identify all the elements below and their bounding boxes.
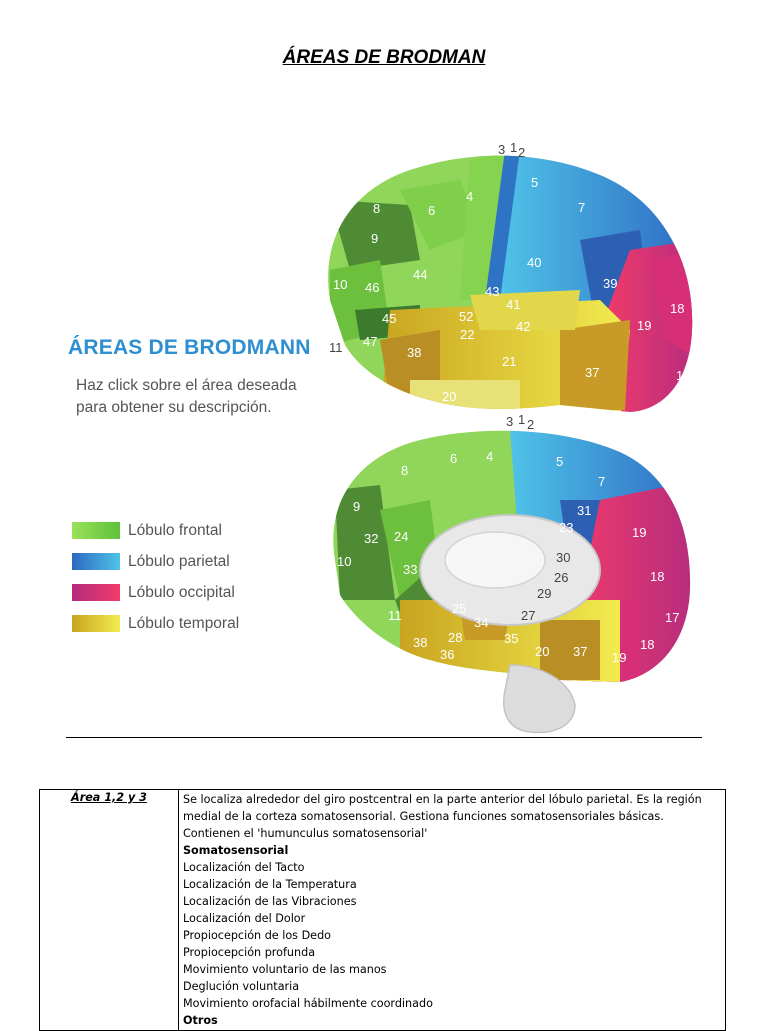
legend-swatch (72, 553, 120, 570)
lat-label-11: 11 (329, 340, 343, 355)
lat-label-39: 39 (603, 276, 618, 291)
description-line: Deglución voluntaria (183, 980, 300, 993)
med-label-20: 20 (535, 644, 550, 659)
lat-label-17: 17 (676, 368, 691, 383)
lat-label-45: 45 (382, 311, 397, 326)
med-label-19b: 19 (612, 650, 627, 665)
legend-item-temporal (72, 608, 239, 639)
legend-swatch (72, 584, 120, 601)
med-label-8: 8 (401, 463, 409, 478)
med-label-35: 35 (504, 631, 519, 646)
med-label-27: 27 (521, 608, 536, 623)
area-description-table (39, 789, 726, 1031)
lat-label-37: 37 (585, 365, 600, 380)
med-label-6: 6 (450, 451, 458, 466)
lat-label-42: 42 (516, 319, 531, 334)
med-label-19: 19 (632, 525, 647, 540)
lat-label-44: 44 (413, 267, 428, 282)
lat-label-46: 46 (365, 280, 380, 295)
description-line: Localización de las Vibraciones (183, 895, 357, 908)
description-line: Propiocepción profunda (183, 946, 316, 959)
med-label-10: 10 (337, 554, 352, 569)
med-label-33: 33 (403, 562, 418, 577)
lat-label-5: 5 (531, 175, 539, 190)
description-line: Movimiento orofacial hábilmente coordinado (183, 997, 433, 1010)
description-line: Se localiza alrededor del giro postcentral en la parte anterior del lóbulo parietal. Es la región (183, 793, 702, 806)
legend-label: Lóbulo frontal (128, 521, 222, 539)
med-label-18b: 18 (640, 637, 655, 652)
lat-label-9: 9 (371, 231, 379, 246)
lat-label-38: 38 (407, 345, 422, 360)
med-label-18: 18 (650, 569, 665, 584)
legend-label: Lóbulo parietal (128, 552, 230, 570)
lobe-legend (72, 515, 239, 639)
med-label-30: 30 (556, 550, 571, 565)
lat-label-40: 40 (527, 255, 542, 270)
lat-label-47: 47 (363, 334, 378, 349)
description-line: Movimiento voluntario de las manos (183, 963, 387, 976)
lat-label-21: 21 (502, 354, 517, 369)
med-label-23: 23 (559, 520, 574, 535)
med-label-24: 24 (394, 529, 409, 544)
page-title: ÁREAS DE BRODMAN (282, 47, 486, 68)
area-description-cell (179, 790, 726, 1031)
legend-label: Lóbulo occipital (128, 583, 235, 601)
lat-label-41: 41 (506, 297, 521, 312)
med-label-4: 4 (486, 449, 494, 464)
med-label-38: 38 (413, 635, 428, 650)
lat-label-18: 18 (670, 301, 685, 316)
med-label-37: 37 (573, 644, 588, 659)
description-line: Localización del Dolor (183, 912, 306, 925)
lat-label-6: 6 (428, 203, 436, 218)
description-line: medial de la corteza somatosensorial. Gestiona funciones somatosensoriales básicas. (183, 810, 664, 823)
description-line: Localización de la Temperatura (183, 878, 357, 891)
table-row (40, 790, 726, 1031)
area-name-cell: Área 1,2 y 3 (40, 790, 179, 1031)
med-label-1: 1 (518, 412, 526, 427)
med-label-9: 9 (353, 499, 361, 514)
legend-swatch (72, 522, 120, 539)
lat-label-8: 8 (373, 201, 381, 216)
lat-label-1: 1 (510, 140, 518, 155)
med-label-29: 29 (537, 586, 552, 601)
med-label-5: 5 (556, 454, 564, 469)
instruction-line: para obtener su descripción. (76, 399, 272, 416)
med-label-11: 11 (388, 608, 402, 623)
description-line: Propiocepción de los Dedo (183, 929, 332, 942)
figure-instructions (76, 375, 297, 419)
med-label-34: 34 (474, 615, 489, 630)
legend-item-parietal (72, 546, 239, 577)
med-label-28: 28 (448, 630, 463, 645)
med-label-17: 17 (665, 610, 680, 625)
figure-heading: ÁREAS DE BRODMANN (68, 336, 311, 359)
lat-label-10: 10 (333, 277, 348, 292)
med-label-3: 3 (506, 414, 514, 429)
med-label-26: 26 (554, 570, 569, 585)
legend-swatch (72, 615, 120, 632)
med-label-36: 36 (440, 647, 455, 662)
legend-item-occipital (72, 577, 239, 608)
med-label-31: 31 (577, 503, 592, 518)
lat-label-52: 52 (459, 309, 474, 324)
legend-label: Lóbulo temporal (128, 614, 240, 632)
med-label-2: 2 (527, 417, 535, 432)
lat-label-19: 19 (637, 318, 652, 333)
lat-label-4: 4 (466, 189, 474, 204)
lat-label-7: 7 (578, 200, 586, 215)
description-heading: Somatosensorial (183, 844, 289, 857)
description-line: Localización del Tacto (183, 861, 305, 874)
horizontal-rule (66, 737, 702, 738)
description-line: Contienen el 'humunculus somatosensorial' (183, 827, 428, 840)
lat-label-3: 3 (498, 142, 506, 157)
med-label-7: 7 (598, 474, 606, 489)
lat-label-2: 2 (518, 145, 526, 160)
lat-label-22: 22 (460, 327, 475, 342)
description-heading: Otros (183, 1014, 218, 1027)
med-label-25: 25 (452, 601, 467, 616)
lat-label-20: 20 (442, 389, 457, 404)
legend-item-frontal (72, 515, 239, 546)
lat-label-43: 43 (485, 284, 500, 299)
med-label-32: 32 (364, 531, 379, 546)
instruction-line: Haz click sobre el área deseada (76, 377, 297, 394)
